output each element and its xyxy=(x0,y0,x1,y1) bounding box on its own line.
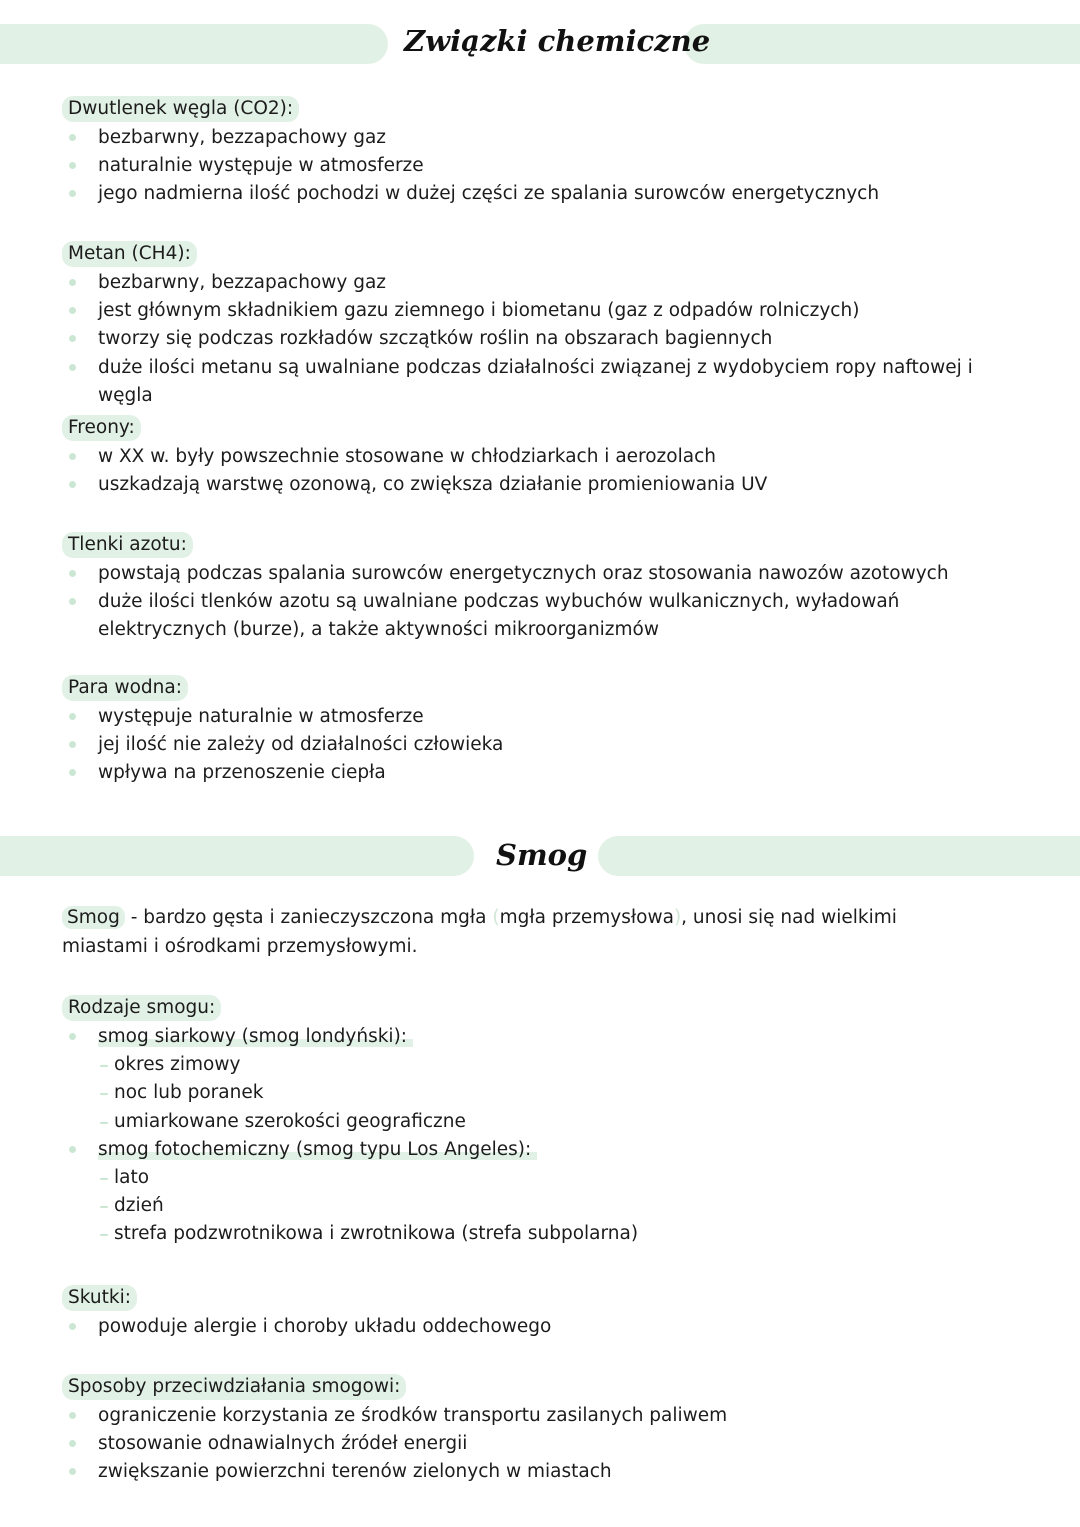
group-methane xyxy=(62,241,1022,410)
definition-term: Smog xyxy=(62,906,125,929)
group-heading: Para wodna: xyxy=(62,675,188,701)
list-item: jej ilość nie zależy od działalności człowieka xyxy=(62,731,1022,759)
list-item: duże ilości metanu są uwalniane podczas działalności związanej z wydobyciem ropy naftowej i węgla xyxy=(62,354,1022,410)
smog-definition xyxy=(62,904,972,961)
header-bar-right xyxy=(598,836,1080,876)
smog-type-label: smog siarkowy (smog londyński): xyxy=(98,1026,413,1047)
list-item: naturalnie występuje w atmosferze xyxy=(62,152,1022,180)
bullet-list xyxy=(62,560,1022,645)
list-item: jest głównym składnikiem gazu ziemnego i biometanu (gaz z odpadów rolniczych) xyxy=(62,297,1022,325)
bullet-list xyxy=(62,1023,1022,1051)
bullet-list xyxy=(62,1136,1022,1164)
smog-type-label: smog fotochemiczny (smog typu Los Angeles): xyxy=(98,1139,537,1160)
list-item: duże ilości tlenków azotu są uwalniane podczas wybuchów wulkanicznych, wyładowań elektrycznych (burze), a także aktywności mikroorganizmów xyxy=(62,588,1022,644)
list-item: uszkadzają warstwę ozonową, co zwiększa działanie promieniowania UV xyxy=(62,471,1022,499)
group-heading: Dwutlenek węgla (CO2): xyxy=(62,96,299,122)
bullet-list xyxy=(62,124,1022,209)
sub-item: okres zimowy xyxy=(62,1051,1022,1079)
bullet-list xyxy=(62,1402,1022,1487)
definition-paren-text: mgła przemysłowa xyxy=(499,907,674,928)
group-heading: Metan (CH4): xyxy=(62,241,197,267)
group-smog-types xyxy=(62,995,1022,1249)
sub-item: dzień xyxy=(62,1192,1022,1220)
group-heading: Sposoby przeciwdziałania smogowi: xyxy=(62,1374,406,1400)
sub-item: noc lub poranek xyxy=(62,1079,1022,1107)
group-heading: Skutki: xyxy=(62,1285,137,1311)
sub-item: umiarkowane szerokości geograficzne xyxy=(62,1108,1022,1136)
group-heading: Rodzaje smogu: xyxy=(62,995,221,1021)
list-item: bezbarwny, bezzapachowy gaz xyxy=(62,124,1022,152)
bullet-list xyxy=(62,703,1022,788)
open-paren: ( xyxy=(492,907,500,928)
definition-text-end: , unosi się nad wielkimi miastami i ośrodkami przemysłowymi. xyxy=(62,907,897,957)
list-item: wpływa na przenoszenie ciepła xyxy=(62,759,1022,787)
bullet-list xyxy=(62,269,1022,410)
group-freons xyxy=(62,415,1022,499)
list-item xyxy=(62,1023,1022,1051)
sub-item: strefa podzwrotnikowa i zwrotnikowa (strefa subpolarna) xyxy=(62,1220,1022,1248)
list-item: jego nadmierna ilość pochodzi w dużej części ze spalania surowców energetycznych xyxy=(62,180,1022,208)
list-item: powoduje alergie i choroby układu oddechowego xyxy=(62,1313,1022,1341)
group-effects xyxy=(62,1285,1022,1341)
list-item: tworzy się podczas rozkładów szczątków roślin na obszarach bagiennych xyxy=(62,325,1022,353)
section-title-smog: Smog xyxy=(496,838,588,872)
group-heading: Freony: xyxy=(62,415,141,441)
list-item: powstają podczas spalania surowców energetycznych oraz stosowania nawozów azotowych xyxy=(62,560,1022,588)
list-item: bezbarwny, bezzapachowy gaz xyxy=(62,269,1022,297)
group-nitrogen-oxides xyxy=(62,532,1022,645)
list-item: stosowanie odnawialnych źródeł energii xyxy=(62,1430,1022,1458)
sub-list xyxy=(62,1164,1022,1249)
bullet-list xyxy=(62,1313,1022,1341)
section-title-compounds: Związki chemiczne xyxy=(404,24,711,58)
list-item: występuje naturalnie w atmosferze xyxy=(62,703,1022,731)
close-paren: ) xyxy=(673,907,682,928)
group-co2 xyxy=(62,96,1022,209)
header-bar-left xyxy=(0,836,474,876)
header-bar-right xyxy=(684,24,1080,64)
list-item: ograniczenie korzystania ze środków transportu zasilanych paliwem xyxy=(62,1402,1022,1430)
header-bar-left xyxy=(0,24,388,64)
list-item xyxy=(62,1136,1022,1164)
bullet-list xyxy=(62,443,1022,499)
sub-list xyxy=(62,1051,1022,1136)
sub-item: lato xyxy=(62,1164,1022,1192)
group-water-vapor xyxy=(62,675,1022,788)
group-prevention xyxy=(62,1374,1022,1487)
definition-text: - bardzo gęsta i zanieczyszczona mgła xyxy=(124,907,493,928)
list-item: zwiększanie powierzchni terenów zielonych w miastach xyxy=(62,1458,1022,1486)
list-item: w XX w. były powszechnie stosowane w chłodziarkach i aerozolach xyxy=(62,443,1022,471)
group-heading: Tlenki azotu: xyxy=(62,532,193,558)
